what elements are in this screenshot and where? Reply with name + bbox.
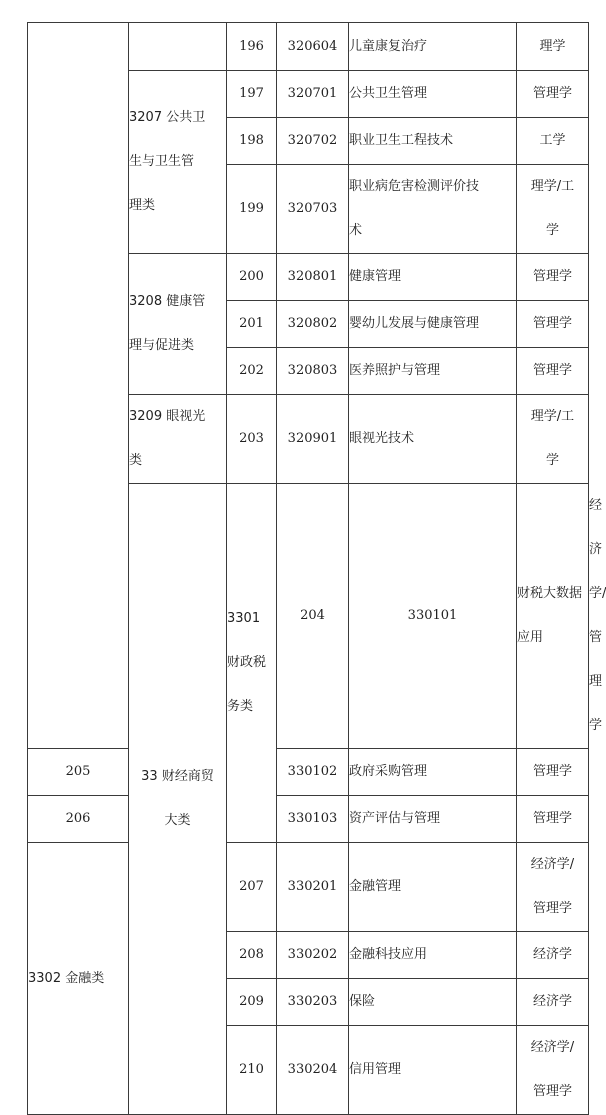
serial-number-cell: 209 bbox=[227, 979, 277, 1026]
major-name-line: 术 bbox=[349, 223, 363, 238]
serial-number-cell: 201 bbox=[227, 301, 277, 348]
degree-line: 理学/工 bbox=[530, 409, 575, 424]
major-name-line: 公共卫生管理 bbox=[349, 86, 428, 101]
degree-cell bbox=[517, 796, 589, 843]
degree-cell bbox=[517, 1026, 589, 1115]
degree-cell bbox=[517, 71, 589, 118]
major-name-line: 信用管理 bbox=[349, 1062, 402, 1077]
category-line: 3301 财政税 bbox=[227, 611, 267, 670]
degree-cell bbox=[517, 979, 589, 1026]
category-line: 务类 bbox=[227, 699, 254, 714]
major-name-cell bbox=[349, 749, 517, 796]
major-name-line: 职业卫生工程技术 bbox=[349, 133, 454, 148]
major-name-line: 资产评估与管理 bbox=[349, 811, 441, 826]
major-code-cell: 320901 bbox=[277, 395, 349, 484]
major-name-cell bbox=[349, 1026, 517, 1115]
major-code-cell: 330101 bbox=[349, 484, 517, 749]
degree-line: 经济学/ bbox=[530, 1040, 575, 1055]
table-row: 33 财经商贸 大类 3301 财政税 务类 204 330101 财税大数据应用 经济学/ 管理学 bbox=[28, 484, 589, 749]
degree-line: 经济学 bbox=[532, 947, 572, 962]
major-code-cell: 320701 bbox=[277, 71, 349, 118]
category-line: 类 bbox=[129, 453, 143, 468]
serial-number-cell: 202 bbox=[227, 348, 277, 395]
degree-cell bbox=[517, 843, 589, 932]
major-code-cell: 320604 bbox=[277, 23, 349, 71]
degree-cell bbox=[517, 932, 589, 979]
major-name-line: 医养照护与管理 bbox=[349, 363, 441, 378]
table-row bbox=[28, 23, 589, 71]
serial-number-cell: 205 bbox=[28, 749, 129, 796]
category-cell bbox=[28, 843, 129, 1115]
degree-line: 理学 bbox=[539, 38, 566, 54]
degree-line: 学 bbox=[545, 223, 559, 238]
major-code-cell: 320803 bbox=[277, 348, 349, 395]
degree-line: 管理学 bbox=[532, 86, 572, 101]
major-class-line: 33 财经商贸 bbox=[141, 769, 214, 784]
serial-number-cell: 206 bbox=[28, 796, 129, 843]
category-line: 3207 公共卫 bbox=[129, 110, 206, 125]
serial-number-cell: 196 bbox=[227, 23, 277, 71]
major-name-cell bbox=[349, 979, 517, 1026]
serial-number-cell: 210 bbox=[227, 1026, 277, 1115]
category-line: 生与卫生管 bbox=[129, 154, 195, 169]
major-code-cell: 330201 bbox=[277, 843, 349, 932]
serial-number-cell: 208 bbox=[227, 932, 277, 979]
degree-line: 经济学 bbox=[532, 994, 572, 1009]
degree-cell bbox=[517, 301, 589, 348]
category-cell bbox=[129, 254, 227, 395]
major-name-cell bbox=[349, 165, 517, 254]
category-line: 3209 眼视光 bbox=[129, 409, 206, 424]
major-name-cell bbox=[349, 796, 517, 843]
major-name-cell bbox=[517, 484, 589, 749]
degree-line: 管理学 bbox=[532, 269, 572, 284]
serial-number-cell: 203 bbox=[227, 395, 277, 484]
major-catalog-table bbox=[27, 22, 606, 1115]
major-name-cell bbox=[349, 932, 517, 979]
degree-line: 经济学/ bbox=[530, 857, 575, 872]
degree-line: 管理学 bbox=[532, 1084, 572, 1099]
degree-line: 管理学 bbox=[532, 901, 572, 916]
degree-line: 管理学 bbox=[532, 316, 572, 331]
degree-cell bbox=[517, 348, 589, 395]
major-name-cell bbox=[349, 843, 517, 932]
serial-number-cell: 204 bbox=[277, 484, 349, 749]
major-name-line: 健康管理 bbox=[349, 269, 402, 284]
major-class-cell bbox=[28, 23, 129, 749]
major-name-line: 保险 bbox=[349, 994, 376, 1009]
degree-line: 工学 bbox=[539, 133, 566, 148]
major-name-line: 婴幼儿发展与健康管理 bbox=[349, 316, 480, 331]
serial-number-cell: 198 bbox=[227, 118, 277, 165]
major-name-line: 职业病危害检测评价技 bbox=[349, 179, 480, 194]
major-name-cell bbox=[349, 395, 517, 484]
major-code-cell: 330202 bbox=[277, 932, 349, 979]
category-cell bbox=[129, 71, 227, 254]
category-line: 理与促进类 bbox=[129, 338, 195, 353]
degree-cell bbox=[517, 395, 589, 484]
major-code-cell: 330103 bbox=[277, 796, 349, 843]
degree-line: 理学/工 bbox=[530, 179, 575, 194]
major-name-cell bbox=[349, 301, 517, 348]
table-row bbox=[28, 749, 589, 796]
degree-cell bbox=[517, 23, 589, 71]
degree-cell bbox=[517, 749, 589, 796]
major-code-cell: 320802 bbox=[277, 301, 349, 348]
major-name-cell bbox=[349, 254, 517, 301]
major-code-cell: 330204 bbox=[277, 1026, 349, 1115]
degree-cell bbox=[517, 118, 589, 165]
major-code-cell: 330203 bbox=[277, 979, 349, 1026]
category-line: 理类 bbox=[129, 198, 156, 213]
degree-cell bbox=[517, 254, 589, 301]
major-name-line: 财税大数据应用 bbox=[517, 586, 583, 645]
major-name-line: 政府采购管理 bbox=[349, 764, 428, 779]
major-name-cell bbox=[349, 118, 517, 165]
category-cell bbox=[129, 23, 227, 71]
major-code-cell: 320703 bbox=[277, 165, 349, 254]
degree-line: 管理学 bbox=[532, 363, 572, 378]
degree-line: 管理学 bbox=[532, 811, 572, 826]
major-code-cell: 330102 bbox=[277, 749, 349, 796]
major-name-cell bbox=[349, 23, 517, 71]
table-row bbox=[28, 843, 589, 932]
degree-line: 管理学 bbox=[532, 764, 572, 779]
major-name-cell bbox=[349, 71, 517, 118]
category-cell bbox=[227, 484, 277, 843]
serial-number-cell: 200 bbox=[227, 254, 277, 301]
major-class-cell bbox=[129, 484, 227, 1115]
major-class-line: 大类 bbox=[164, 813, 191, 828]
major-name-line: 金融管理 bbox=[349, 879, 402, 894]
major-name-cell bbox=[349, 348, 517, 395]
table-row bbox=[28, 796, 589, 843]
major-code-cell: 320801 bbox=[277, 254, 349, 301]
major-name-line: 儿童康复治疗 bbox=[349, 38, 428, 54]
degree-line: 学 bbox=[545, 453, 559, 468]
major-code-cell: 320702 bbox=[277, 118, 349, 165]
category-cell bbox=[129, 395, 227, 484]
category-line: 3208 健康管 bbox=[129, 294, 206, 309]
serial-number-cell: 199 bbox=[227, 165, 277, 254]
major-name-line: 金融科技应用 bbox=[349, 947, 428, 962]
degree-cell bbox=[517, 165, 589, 254]
serial-number-cell: 207 bbox=[227, 843, 277, 932]
category-line: 3302 金融类 bbox=[28, 970, 105, 986]
serial-number-cell: 197 bbox=[227, 71, 277, 118]
major-name-line: 眼视光技术 bbox=[349, 431, 415, 446]
